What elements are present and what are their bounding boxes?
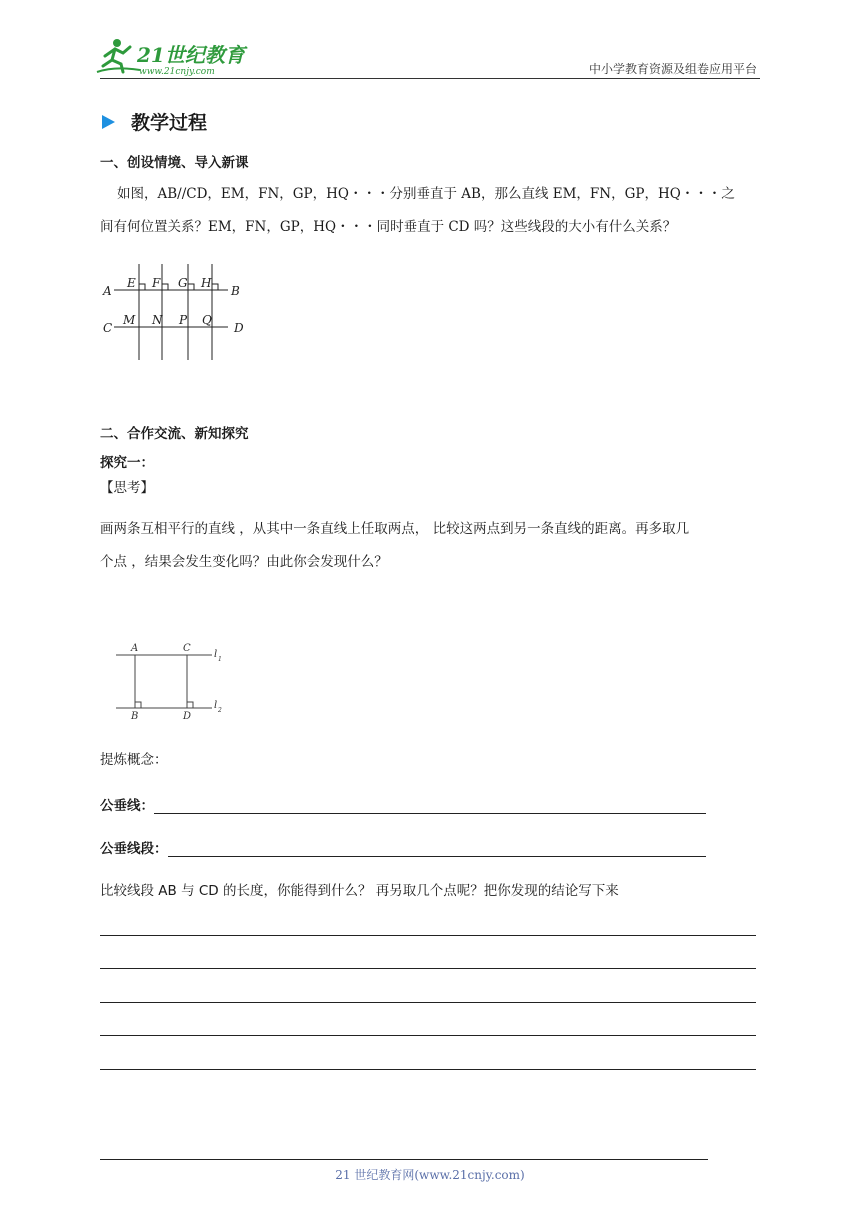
fig1-label-G: G [178,276,188,290]
site-logo [95,36,265,78]
fig2-label-l1: l [214,649,218,660]
term-common-perpendicular [100,794,706,814]
logo-text: 21世纪教育 [137,43,245,67]
header-platform-text: 中小学教育资源及组卷应用平台 [588,62,757,76]
fig1-label-M: M [123,313,136,327]
term2-answer-blank[interactable] [168,842,706,857]
fig1-label-H: H [201,276,212,290]
part1-para-line2: 间有何位置关系？EM，FN，GP，HQ・・・同时垂直于 CD 吗？这些线段的大小有什么关系？ [100,219,677,235]
heading-part1: 一、创设情境、导入新课 [100,155,249,171]
answer-line-2[interactable] [100,968,756,969]
term1-label: 公垂线： [100,798,154,814]
fig1-label-N: N [152,313,163,327]
answer-line-5[interactable] [100,1069,756,1070]
fig1-label-Q: Q [202,313,212,327]
logo-url: www.21cnjy.com [139,67,215,77]
figure-two-parallel-lines [112,637,232,731]
fig1-label-C: C [103,321,113,335]
explore-label: 探究一： [100,455,154,471]
footer-text: 21 世纪教育网(www.21cnjy.com) [335,1168,525,1182]
fig2-label-B: B [131,711,139,722]
section-title-text: 教学过程 [131,112,208,134]
term1-answer-blank[interactable] [154,799,706,814]
fig2-label-A: A [131,643,139,654]
compare-question: 比较线段 AB 与 CD 的长度，你能得到什么？ 再另取几个点呢？把你发现的结论写下来 [100,883,619,899]
part2-para-line1: 画两条互相平行的直线 ，从其中一条直线上任取两点， 比较这两点到另一条直线的距离。再多取几 [100,521,690,537]
fig1-label-E: E [127,276,136,290]
runner-icon [97,39,140,72]
fig1-label-B: B [231,284,240,298]
heading-part2: 二、合作交流、新知探究 [100,426,249,442]
term-common-perpendicular-segment [100,837,706,857]
term2-label: 公垂线段： [100,841,168,857]
answer-line-3[interactable] [100,1002,756,1003]
think-label: 【思考】 [100,480,154,496]
triangle-bullet-icon [102,115,115,129]
refine-concept-label: 提炼概念： [100,752,168,768]
fig2-label-l1-sub: 1 [218,656,222,663]
answer-line-4[interactable] [100,1035,756,1036]
answer-line-1[interactable] [100,935,756,936]
section-title [100,108,207,135]
fig2-label-l2-sub: 2 [218,707,222,714]
fig1-label-P: P [179,313,188,327]
part1-para-line1: 如图，AB//CD，EM，FN，GP，HQ・・・分别垂直于 AB，那么直线 EM，FN，GP，HQ・・・之 [117,186,735,202]
fig2-label-C: C [183,643,191,654]
fig2-label-D: D [183,711,192,722]
part2-para-line2: 个点 ，结果会发生变化吗？由此你会发现什么？ [100,554,388,570]
header-divider [100,78,760,79]
footer-divider [100,1159,708,1160]
fig1-label-D: D [234,321,244,335]
fig1-label-A: A [103,284,112,298]
figure-parallel-perpendiculars [100,262,260,366]
fig1-label-F: F [152,276,161,290]
fig2-label-l2: l [214,700,218,711]
